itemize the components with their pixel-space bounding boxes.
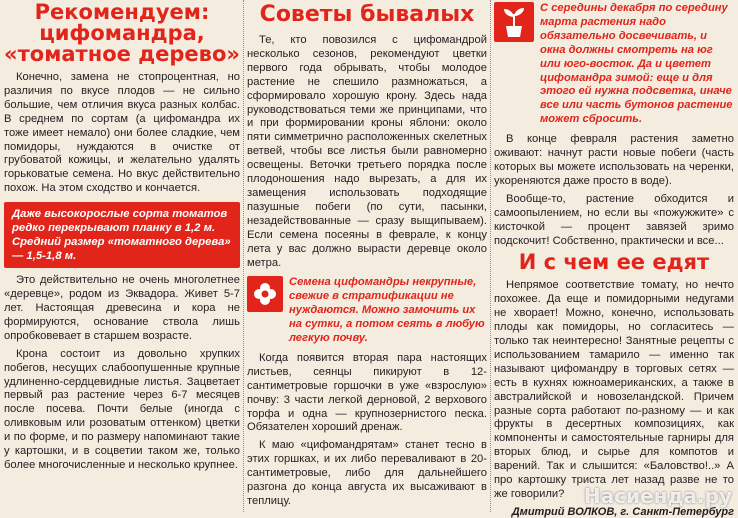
column-1-paragraph-1: Конечно, замена не стопроцентная, но различия по вкусе плодов — не сильно большие, чем отличия вкуса разных колбас. В среднем по сортам (а цифомандра их тоже имеет немало) они более сладкие, чем помидоры, нуждаются в очистке от грубоватой кожицы, и желательно удалять горьковатые семена. Но вкус действительно похож. На этом сходство и кончается. — [4, 71, 240, 195]
column-2-title: Советы бывалых — [259, 2, 475, 27]
column-2 — [247, 0, 487, 509]
seedling-pot-icon — [494, 2, 534, 42]
column-2-paragraph-1: Те, кто повозился с цифомандрой несколько сезонов, рекомендуют цветки первого года обрывать, чтобы молодое растение не спешило размножаться, а сформировало хорошую крону. Здесь нада руководствоваться теми же принципами, что и при формировании кроны яблони: около пяти симметрично расположенных скелетных ветвей, чтобы все листья были равномерно освещены. Веточки третьего порядка после плодоношения надо вырезать, а для их замещения использовать подходящие пазушные побеги (по сути, пасынки, незадействованные — сразу выщипываем). Если семена посеяны в феврале, к концу лета у вас должно вырасти деревце около метра. — [247, 34, 487, 269]
column-2-paragraph-3: К маю «цифомандрятам» станет тесно в этих горшках, и их либо переваливают в 20-сантиметровые, либо для дальнейшего разгона до конца августа их высаживают в теплицу. — [247, 439, 487, 507]
author-city: г. Санкт-Петербург — [620, 505, 734, 518]
column-2-paragraph-2: Когда появится вторая пара настоящих листьев, сеянцы пикируют в 12-сантиметровые горшочки в уже «взрослую» почву: 3 части легкой дерновой, 2 верхового торфа и одна — крупнозернистого песка. Обязателен хороший дренаж. — [247, 351, 487, 434]
column-3-paragraph-1: В конце февраля растения заметно оживают: начнут расти новые побеги (часть которых вы можете использовать на черенки, укореняются даже просто в воде). — [494, 133, 734, 187]
column-3-tip — [494, 2, 734, 127]
column-1 — [4, 0, 240, 473]
column-3-paragraph-3: Непрямое соответствие томату, но нечто похожее. Да еще и помидорными недугами не хворает! Можно, конечно, использовать плоды как помидоры, но согласитесь — только так неинтересно! Занятные рецепты с использованием тамарило — именно так называют цифомандру в торговых сетях — есть в кухнях южноамериканских, а также в австралийской и новозеландской. Причем разные сорта работают по-разному — и как фрукты в десертных композициях, как компоненты и самостоятельные гарниры для вторых блюд, и сырье для компотов и варений. Так и слышится: «Баловство!..» А про картошку триста лет назад разве не то же говорили? — [494, 279, 734, 500]
column-1-paragraph-2: Это действительно не очень многолетнее «деревце», родом из Эквадора. Живет 5-7 лет. Настоящая древесина и кора не формируются, основание ствола лишь опробковевает в старшем возрасте. — [4, 274, 240, 342]
column-3 — [494, 0, 734, 518]
column-3-tip-text: С середины декабря по середину марта растения надо обязательно досвечивать, и окна должны смотреть на юг или юго-восток. Да и цветет цифомандра зимой: еще и для этого ей нужна подсветка, иначе все или часть бутонов растение может сбросить. — [540, 2, 733, 126]
site-watermark: Насиенда.ру — [583, 484, 732, 508]
column-divider-1 — [243, 0, 244, 512]
column-1-title: Рекомендуем: цифомандра, «томатное дерево» — [4, 0, 240, 66]
column-2-tip-text: Семена цифомандры некрупные, свежие в стратификации не нуждаются. Можно замочить их на сутки, а потом сеять в любую легкую почву. — [289, 276, 485, 345]
flower-icon — [247, 276, 283, 312]
column-3-title: И с чем ее едят — [518, 250, 710, 275]
column-divider-2 — [490, 0, 491, 512]
column-3-paragraph-2: Вообще-то, растение обходится и самоопылением, но если вы «пожужжите» с кисточкой — процент завязей зримо подскочит! Собственно, практически и все... — [494, 192, 734, 247]
column-1-highlight: Даже высокорослые сорта томатов редко перекрывают планку в 1,2 м. Средний размер «томатного дерева» — 1,5-1,8 м. — [4, 202, 240, 268]
author-name: Дмитрий ВОЛКОВ, — [511, 505, 618, 518]
column-1-paragraph-3: Крона состоит из довольно хрупких побегов, несущих слабоопушенные крупные удлиненно-сердцевидные листья. Зацветает первый раз растение через 6-7 месяцев после посева. Почти белые (иногда с оливковым или розоватым оттенком) цветки и по форме, и по размеру напоминают такие у картошки, и в соцветии таком же, только более многочисленные и несколько крупнее. — [4, 347, 240, 471]
column-2-tip — [247, 276, 487, 346]
